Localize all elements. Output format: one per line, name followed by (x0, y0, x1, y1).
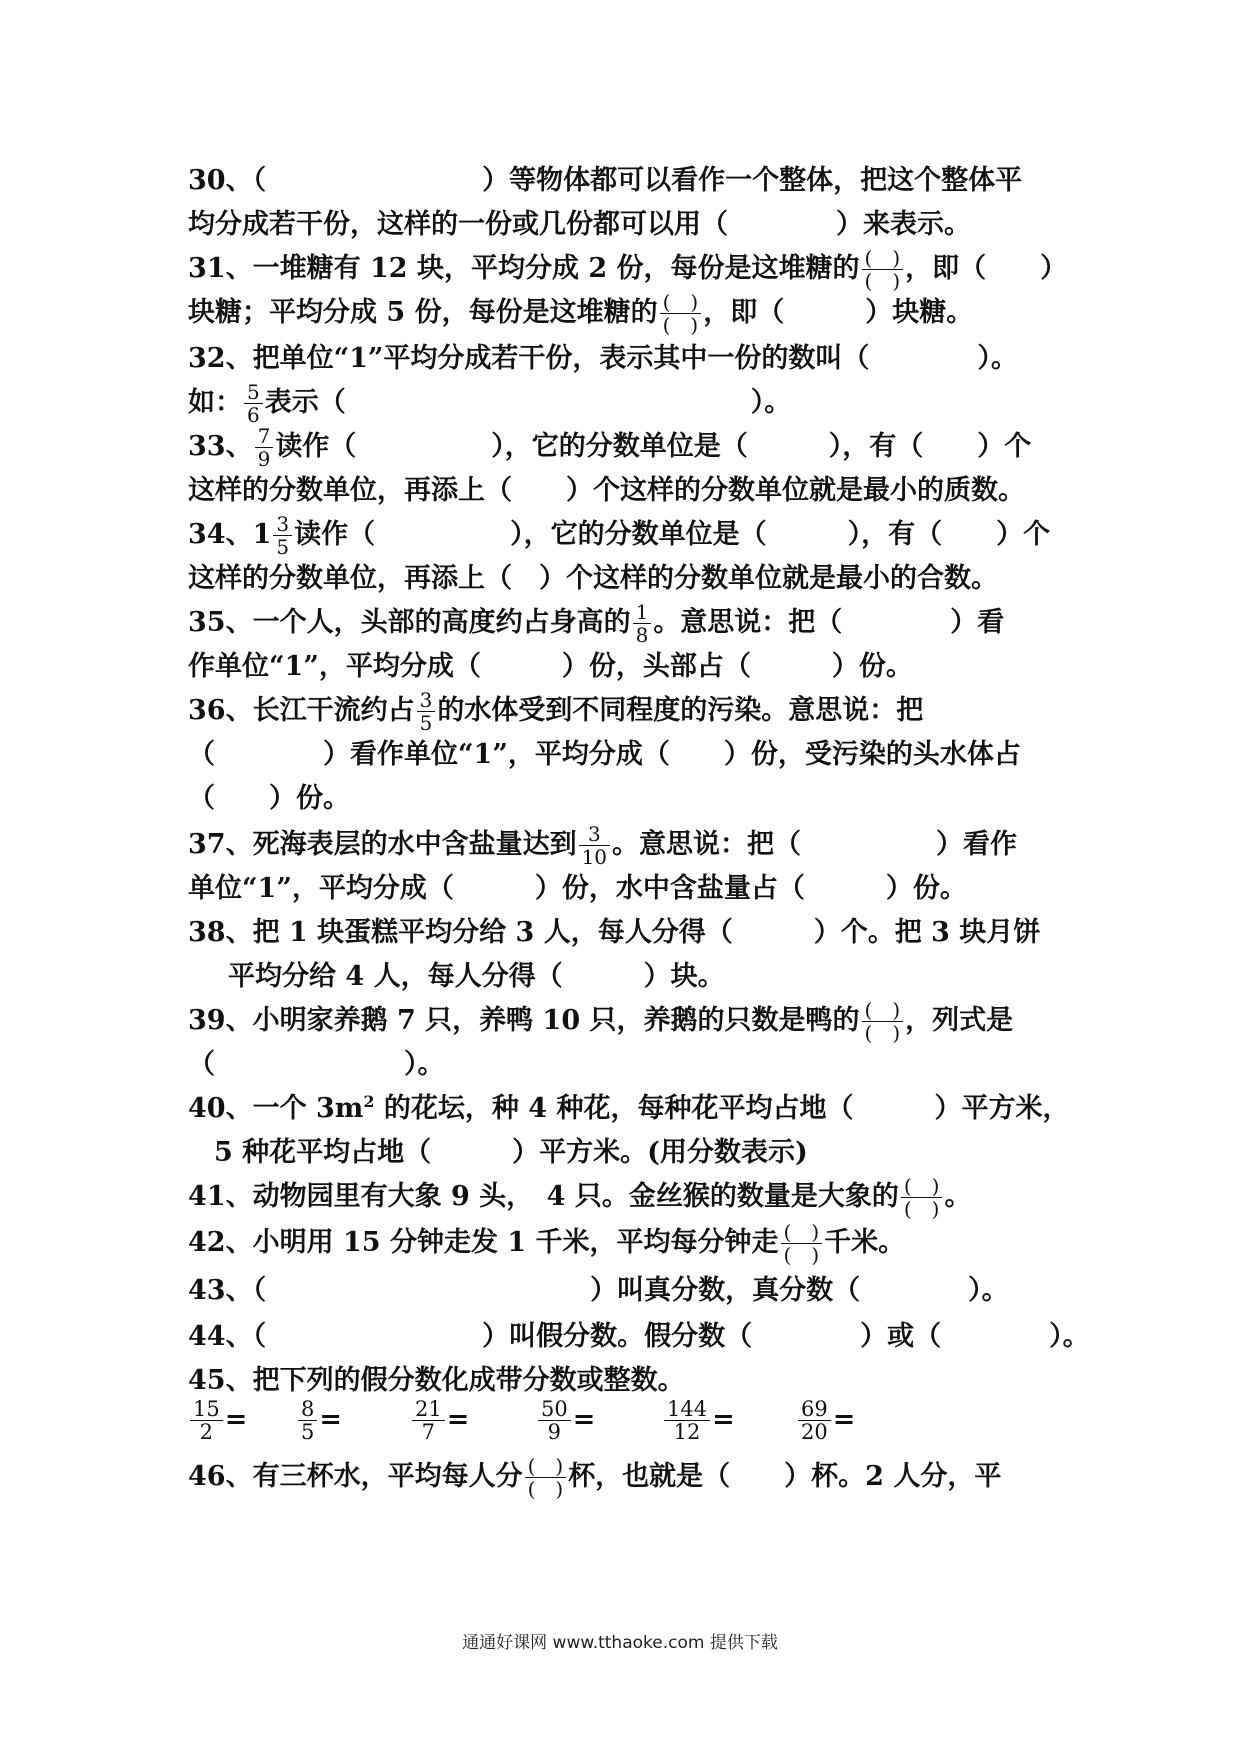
q37-text-1: 37、死海表层的水中含盐量达到 (188, 829, 577, 860)
q38-text-1: 38、把 1 块蛋糕平均分给 3 人，每人分得（ ）个。把 3 块月饼 (188, 917, 1041, 948)
q34-text-1: 34、1 (188, 519, 272, 550)
conversion-item (296, 1398, 342, 1443)
q35-line2 (188, 644, 913, 690)
q38-line2 (228, 954, 725, 1000)
fraction-denominator: 5 (301, 1420, 315, 1444)
q33-text-1: 33、 (188, 431, 253, 462)
fraction-numerator: 5 (244, 381, 263, 404)
q43-line (188, 1268, 1009, 1314)
q34-line2 (188, 556, 998, 602)
q40-text-3: 5 种花平均占地（ ）平方米。(用分数表示) (214, 1137, 808, 1168)
q30-text-1: 30、（ ）等物体都可以看作一个整体，把这个整体平 (188, 165, 1023, 196)
q39-line1 (188, 998, 1013, 1044)
q30-line2 (188, 202, 971, 248)
q45-text: 45、把下列的假分数化成带分数或整数。 (188, 1365, 685, 1396)
equals-sign: = (224, 1404, 248, 1435)
q44-text: 44、（ ）叫假分数。假分数（ ）或（ ）。 (188, 1321, 1090, 1352)
blank-fraction (862, 247, 904, 292)
fraction-denominator: 6 (247, 403, 260, 427)
q34-text-2: 读作（ ），它的分数单位是（ ），有（ ）个 (294, 519, 1051, 550)
fraction-3-5 (273, 513, 292, 558)
fraction-numerator: 3 (417, 689, 436, 712)
q35-text-2: 。意思说：把（ ）看 (653, 607, 1005, 638)
q36-text-2: 的水体受到不同程度的污染。意思说：把 (437, 695, 924, 726)
blank-fraction (862, 999, 904, 1044)
fraction-7-9 (255, 425, 274, 470)
fraction-denominator: 5 (419, 711, 433, 735)
q41-line (188, 1174, 971, 1220)
q36-text-1: 36、长江干流约占 (188, 695, 415, 726)
q46-text-1: 46、有三杯水，平均每人分 (188, 1461, 523, 1492)
q41-text-2: 。 (944, 1181, 972, 1212)
fraction-denominator: 2 (199, 1420, 214, 1444)
fraction-denominator: 9 (547, 1420, 562, 1444)
q37-line2 (188, 866, 967, 912)
q40-superscript: 2 (363, 1092, 375, 1111)
conversion-fraction (664, 1398, 710, 1443)
fraction-denominator: 9 (257, 447, 271, 471)
fraction-numerator: 3 (579, 823, 610, 846)
q32-text-1: 32、把单位“1”平均分成若干份，表示其中一份的数叫（ ）。 (188, 343, 1018, 374)
q31-line2 (188, 290, 973, 336)
q31-line1 (188, 246, 1067, 292)
fraction-1-8 (633, 601, 652, 646)
fraction-denominator: 10 (581, 845, 608, 869)
fraction-numerator: ( ) (781, 1221, 823, 1244)
q35-text-1: 35、一个人，头部的高度约占身高的 (188, 607, 631, 638)
q33-text-3: 这样的分数单位，再添上（ ）个这样的分数单位就是最小的质数。 (188, 475, 1025, 506)
fraction-numerator: ( ) (862, 999, 904, 1022)
conversion-row (188, 1398, 1068, 1458)
fraction-numerator: 3 (273, 513, 292, 536)
fraction-denominator: ( ) (864, 1021, 901, 1045)
blank-fraction (660, 291, 702, 336)
q36-line3 (188, 776, 350, 822)
q33-line2 (188, 468, 1025, 514)
fraction-numerator: 15 (190, 1398, 223, 1421)
fraction-numerator: 21 (412, 1398, 445, 1421)
q37-text-3: 单位“1”，平均分成（ ）份，水中含盐量占（ ）份。 (188, 873, 967, 904)
fraction-5-6 (244, 381, 263, 426)
blank-fraction (525, 1455, 567, 1500)
q37-text-2: 。意思说：把（ ）看作 (612, 829, 1018, 860)
q31-text-2: ，即（ ） (905, 253, 1068, 284)
page-footer: 通通好课网 www.tthaoke.com 提供下载 (462, 1633, 778, 1653)
q36-line1 (188, 688, 923, 734)
q46-text-2: 杯，也就是（ ）杯。2 人分，平 (568, 1461, 1002, 1492)
equals-sign: = (572, 1404, 596, 1435)
equals-sign: = (446, 1404, 470, 1435)
q33-text-2: 读作（ ），它的分数单位是（ ），有（ ）个 (275, 431, 1032, 462)
fraction-3-10 (579, 823, 610, 868)
fraction-numerator: 1 (633, 601, 652, 624)
q34-line1 (188, 512, 1050, 558)
conversion-fraction (298, 1398, 317, 1443)
q35-line1 (188, 600, 1004, 646)
fraction-numerator: ( ) (862, 247, 904, 270)
fraction-numerator: 8 (298, 1398, 317, 1421)
q39-text-1: 39、小明家养鹅 7 只，养鸭 10 只，养鹅的只数是鸭的 (188, 1005, 860, 1036)
fraction-numerator: 7 (255, 425, 274, 448)
conversion-item (796, 1398, 855, 1443)
fraction-denominator: 20 (801, 1420, 828, 1444)
q31-text-1: 31、一堆糖有 12 块，平均分成 2 份，每份是这堆糖的 (188, 253, 860, 284)
q40-text-1: 40、一个 3m (188, 1093, 364, 1124)
q42-text-2: 千米。 (824, 1227, 906, 1258)
fraction-3-5-b (417, 689, 436, 734)
conversion-item (188, 1398, 247, 1443)
conversion-item (662, 1398, 735, 1443)
conversion-fraction (412, 1398, 445, 1443)
q39-line2 (188, 1042, 445, 1088)
fraction-numerator: 144 (664, 1398, 710, 1421)
fraction-numerator: ( ) (525, 1455, 567, 1478)
q46-line (188, 1454, 1001, 1500)
fraction-denominator: ( ) (903, 1197, 940, 1221)
q42-text-1: 42、小明用 15 分钟走发 1 千米，平均每分钟走 (188, 1227, 779, 1258)
fraction-denominator: ( ) (864, 269, 901, 293)
fraction-numerator: ( ) (660, 291, 702, 314)
q39-text-3: （ ）。 (188, 1049, 445, 1080)
q33-line1 (188, 424, 1031, 470)
q40-line1 (188, 1086, 1069, 1132)
fraction-numerator: ( ) (901, 1175, 943, 1198)
q44-line (188, 1314, 1090, 1360)
conversion-fraction (190, 1398, 223, 1443)
fraction-denominator: 5 (276, 535, 290, 559)
q31-text-3: 块糖；平均分成 5 份，每份是这堆糖的 (188, 297, 658, 328)
blank-fraction (901, 1175, 943, 1220)
q34-text-3: 这样的分数单位，再添上（ ）个这样的分数单位就是最小的合数。 (188, 563, 998, 594)
q32-text-3: 表示（ ）。 (264, 387, 792, 418)
q37-line1 (188, 822, 1017, 868)
q43-text: 43、（ ）叫真分数，真分数（ ）。 (188, 1275, 1009, 1306)
q40-line2 (214, 1130, 808, 1176)
q32-line1 (188, 336, 1018, 382)
equals-sign: = (712, 1404, 735, 1435)
blank-fraction (781, 1221, 823, 1266)
fraction-numerator: 69 (798, 1398, 831, 1421)
q30-line1 (188, 158, 1022, 204)
q30-text-2: 均分成若干份，这样的一份或几份都可以用（ ）来表示。 (188, 209, 971, 240)
equals-sign: = (319, 1404, 342, 1435)
q38-line1 (188, 910, 1040, 956)
fraction-denominator: 8 (635, 623, 649, 647)
q42-line (188, 1220, 905, 1266)
q36-text-4: （ ）份。 (188, 783, 350, 814)
q36-line2 (188, 732, 1021, 778)
conversion-item (536, 1398, 595, 1443)
fraction-denominator: 7 (421, 1420, 436, 1444)
conversion-item (410, 1398, 469, 1443)
q40-text-2: 的花坛，种 4 种花，每种花平均占地（ ）平方米， (374, 1093, 1070, 1124)
fraction-denominator: ( ) (662, 313, 699, 337)
q39-text-2: ，列式是 (905, 1005, 1014, 1036)
fraction-denominator: ( ) (527, 1477, 564, 1501)
fraction-denominator: ( ) (783, 1243, 820, 1267)
q36-text-3: （ ）看作单位“1”，平均分成（ ）份，受污染的头水体占 (188, 739, 1021, 770)
equals-sign: = (832, 1404, 856, 1435)
q32-line2 (188, 380, 791, 426)
fraction-denominator: 12 (673, 1420, 701, 1444)
q32-text-2: 如： (188, 387, 242, 418)
q41-text-1: 41、动物园里有大象 9 头， 4 只。金丝猴的数量是大象的 (188, 1181, 899, 1212)
q35-text-3: 作单位“1”，平均分成（ ）份，头部占（ ）份。 (188, 651, 913, 682)
conversion-fraction (798, 1398, 831, 1443)
q31-text-4: ，即（ ）块糖。 (703, 297, 974, 328)
conversion-fraction (538, 1398, 571, 1443)
fraction-numerator: 50 (538, 1398, 571, 1421)
q38-text-2: 平均分给 4 人，每人分得（ ）块。 (228, 961, 725, 992)
